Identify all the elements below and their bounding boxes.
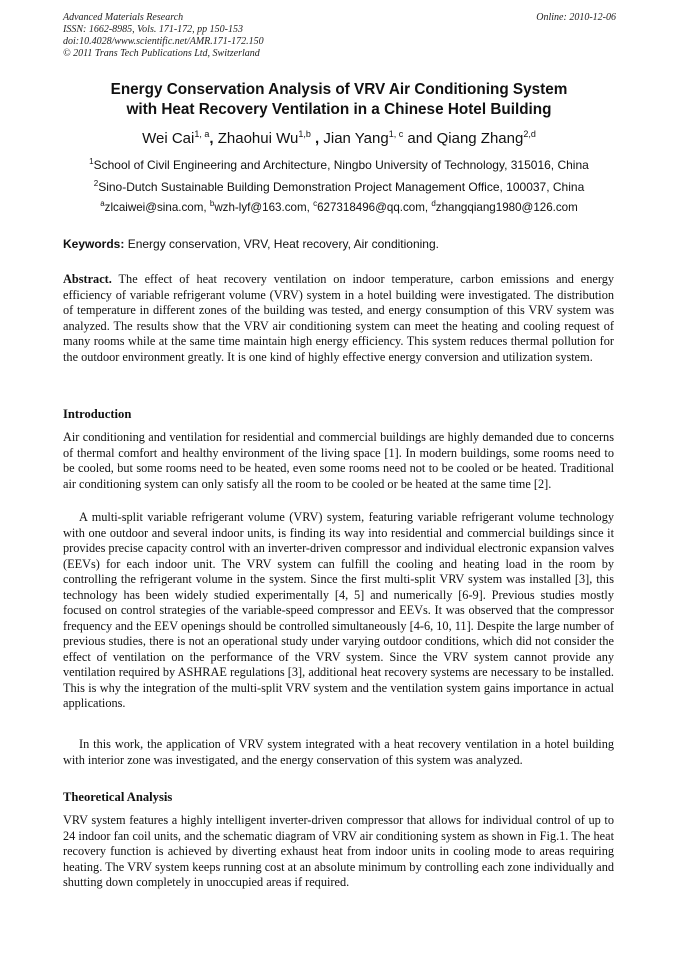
journal-header <box>63 12 264 60</box>
email-list <box>0 200 678 216</box>
journal-name: Advanced Materials Research <box>63 12 184 23</box>
author-name: Zhaohui Wu <box>217 130 299 147</box>
issn-line: ISSN: 1662-8985, Vols. 171-172, pp 150-153 <box>63 24 243 35</box>
email-address[interactable]: zlcaiwei@sina.com, <box>104 201 210 214</box>
author-name: Jian Yang <box>323 130 389 147</box>
introduction-paragraph-1: Air conditioning and ventilation for residential and commercial buildings are highly demanded due to concerns of thermal comfort and healthy environment of the living space [1]. In modern buildings, some rooms need to be cooled, but some rooms need to be heated, even some rooms need not to be cooled or be heated. Traditional air conditioning system can only satisfy all the room to be cooled or be heated at the same time [2]. <box>63 430 614 491</box>
affiliation-sup: 1 <box>89 157 94 166</box>
email-sup: a <box>100 199 105 208</box>
author-sup: 1,b <box>298 129 311 139</box>
keywords <box>63 236 439 252</box>
introduction-heading: Introduction <box>63 407 132 421</box>
paper-title <box>40 80 638 120</box>
affiliation-text: School of Civil Engineering and Architecture, Ningbo University of Technology, 315016, China <box>93 158 589 172</box>
author-sup: 2,d <box>523 129 536 139</box>
author-name: Wei Cai <box>142 130 195 147</box>
email-address[interactable]: 627318496@qq.com, <box>317 201 432 214</box>
theory-heading: Theoretical Analysis <box>63 790 173 804</box>
email-sup: d <box>431 199 436 208</box>
abstract-text: The effect of heat recovery ventilation on indoor temperature, carbon emissions and energy efficiency of variable refrigerant volume (VRV) system in a hotel building were investigated. The distribution of temperature in different zones of the building was tested, and energy consumption of this VRV system was analyzed. The results show that the VRV air conditioning system can meet the heating and cooling request of many rooms while at the same time maintain high energy efficiency. This system reduces thermal pollution for the outdoor environment greatly. It is one kind of highly effective energy conversion and utilization system. <box>63 272 614 364</box>
introduction-paragraph-3: In this work, the application of VRV system integrated with a heat recovery ventilation in a hotel building with interior zone was investigated, and the energy conservation of this system was analyzed. <box>63 737 614 767</box>
email-sup: c <box>313 199 318 208</box>
online-date: Online: 2010-12-06 <box>536 12 616 23</box>
title-line-1: Energy Conservation Analysis of VRV Air Conditioning System <box>110 81 568 98</box>
author-list <box>0 128 678 150</box>
introduction-paragraph-2: A multi-split variable refrigerant volume (VRV) system, featuring variable refrigerant volume technology with one outdoor and several indoor units, is finding its way into residential and commercial buildings since it provides precise capacity control with an inverter-driven compressor and individual electronic expansion valves (EEVs) for each indoor unit. The VRV system can fulfill the cooling and heating load in the room by controlling the refrigerant volume in the system. Since the first multi-split VRV system was installed [3], this technology has been widely studied experimentally [4, 5] and numerically [6-9]. Previous studies mostly focused on control strategies of the variable-speed compressor and EEVs. It was observed that the compressor frequency and the EEV openings should be controlled simultaneously [4-6, 10, 11]. Despite the large number of previous studies, there is not an operational study under varying outdoor conditions, which did not consider the effect of ventilation on the performance of the VRV system. Since the VRV system cannot provide any ventilation required by ASHRAE regulations [3], additional heat recovery systems are necessary to be installed. This is why the integration of the multi-split VRV system and the ventilation system gains importance in actual applications. <box>63 510 614 710</box>
affiliation-2 <box>0 179 678 195</box>
email-address[interactable]: wzh-lyf@163.com, <box>214 201 314 214</box>
copyright-line: © 2011 Trans Tech Publications Ltd, Switzerland <box>63 48 260 59</box>
abstract-label: Abstract. <box>63 272 112 286</box>
title-line-2: with Heat Recovery Ventilation in a Chinese Hotel Building <box>126 101 552 118</box>
email-sup: b <box>209 199 215 208</box>
theory-paragraph-1: VRV system features a highly intelligent inverter-driven compressor that allows for individual control of up to 24 indoor fan coil units, and the schematic diagram of VRV air conditioning system as shown in Fig.1. The heat recovery function is achieved by diverting exhaust heat from indoor units in cooling mode to areas requiring heating. The VRV system keeps running cost at an absolute minimum by controlling each zone individually and shutting down completely in unoccupied areas if required. <box>63 813 614 889</box>
author-sep: , <box>310 130 324 147</box>
doi-line[interactable]: doi:10.4028/www.scientific.net/AMR.171-172.150 <box>63 36 264 47</box>
affiliation-sup: 2 <box>93 179 99 188</box>
keywords-label: Keywords: <box>63 237 125 251</box>
author-sup: 1, a <box>194 129 210 139</box>
author-sep: , <box>209 130 218 147</box>
keywords-text: Energy conservation, VRV, Heat recovery, Air conditioning. <box>124 237 439 251</box>
author-name: Qiang Zhang <box>436 130 524 147</box>
affiliation-text: Sino-Dutch Sustainable Building Demonstration Project Management Office, 100037, China <box>98 180 585 194</box>
author-sup: 1, c <box>388 129 404 139</box>
abstract <box>63 272 614 365</box>
email-address[interactable]: zhangqiang1980@126.com <box>435 201 578 214</box>
author-sep: and <box>403 130 437 147</box>
affiliation-1 <box>0 157 678 173</box>
